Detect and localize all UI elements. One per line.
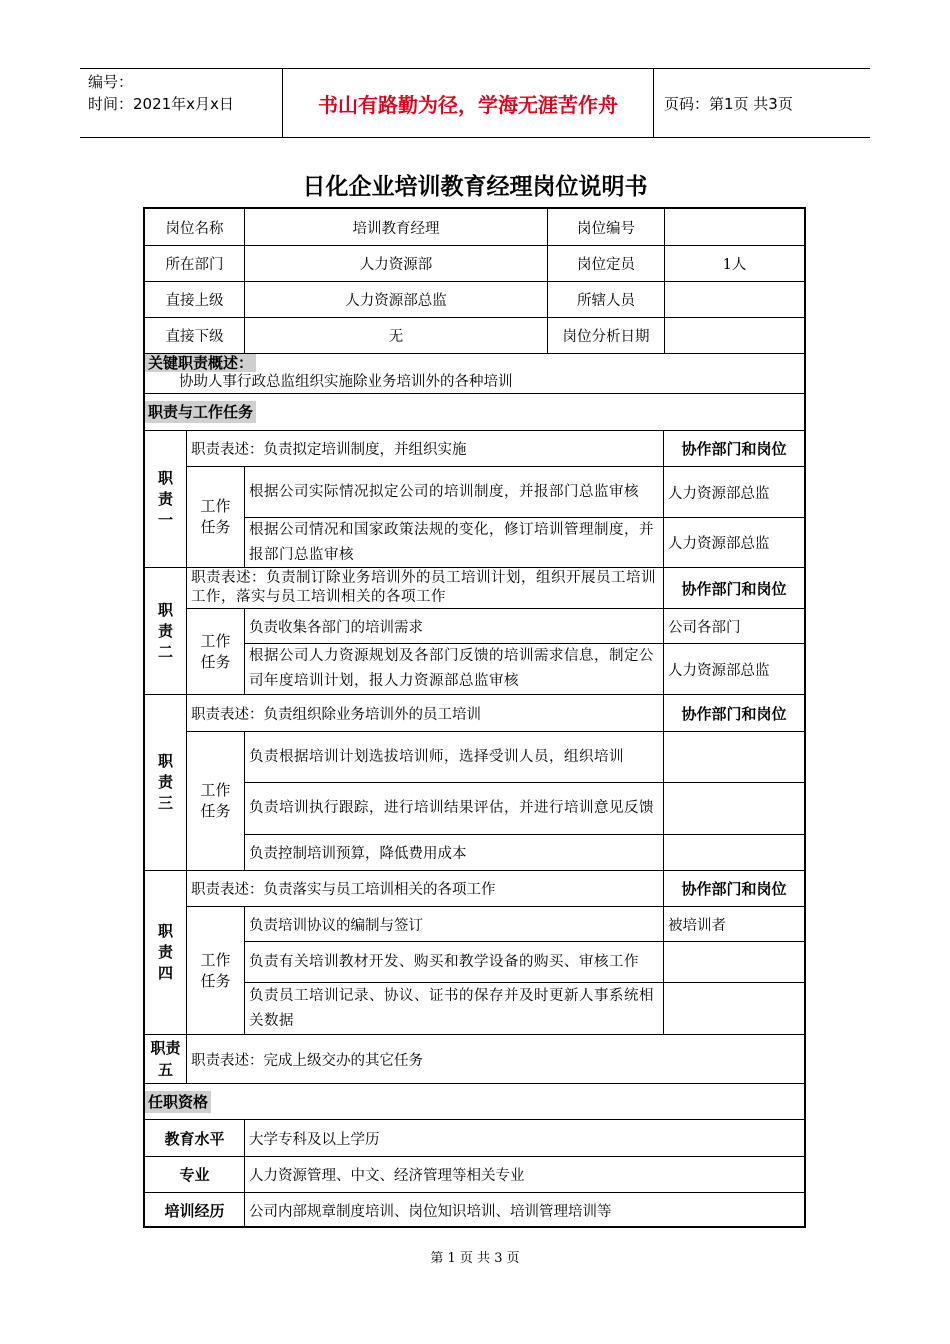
duty-3-task-label <box>187 732 245 871</box>
qualifications-heading-row <box>145 1084 804 1120</box>
dept-label: 所在部门 <box>145 246 245 282</box>
duty-4-collab-header: 协作部门和岗位 <box>664 871 804 907</box>
duty-1-collab-header: 协作部门和岗位 <box>664 431 804 467</box>
job-description-table <box>143 207 806 1228</box>
duty-2-collab-header: 协作部门和岗位 <box>664 568 804 609</box>
subordinate-label: 直接下级 <box>145 318 245 354</box>
duty-4-task-3: 负责员工培训记录、协议、证书的保存并及时更新人事系统相关数据 <box>245 983 664 1035</box>
duty-1-task-1-collab: 人力资源部总监 <box>664 467 804 518</box>
duty-3-label-text: 职责三 <box>157 752 173 812</box>
duty-3-collab-header: 协作部门和岗位 <box>664 695 804 732</box>
duty-5-label-text: 职责五 <box>150 1039 181 1079</box>
header-page-info: 页码：第1页 共3页 <box>664 94 793 113</box>
duty-4-task-3-collab <box>664 983 804 1035</box>
duty-3-label <box>145 695 187 871</box>
duty-1-task-1: 根据公司实际情况拟定公司的培训制度，并报部门总监审核 <box>245 467 664 518</box>
duty-2-task-1-collab: 公司各部门 <box>664 609 804 644</box>
subordinate-value: 无 <box>245 318 548 354</box>
qualifications-heading: 任职资格 <box>145 1091 211 1113</box>
duty-4-task-1: 负责培训协议的编制与签订 <box>245 907 664 942</box>
page-footer: 第 1 页 共 3 页 <box>430 1251 520 1266</box>
code-label: 编号： <box>88 73 134 91</box>
education-value: 大学专科及以上学历 <box>245 1120 804 1157</box>
duty-3-task-3-collab <box>664 835 804 871</box>
duties-heading: 职责与工作任务 <box>145 401 256 423</box>
duty-3-task-1-collab <box>664 732 804 783</box>
duty-4-task-label <box>187 907 245 1035</box>
duty-1-task-2: 根据公司情况和国家政策法规的变化，修订培训管理制度，并报部门总监审核 <box>245 518 664 568</box>
duty-2-label-text: 职责二 <box>157 600 173 661</box>
dept-value: 人力资源部 <box>245 246 548 282</box>
education-label: 教育水平 <box>145 1120 245 1157</box>
duty-5-label <box>145 1035 187 1084</box>
header-motto: 书山有路勤为径，学海无涯苦作舟 <box>282 69 654 137</box>
duty-1-task-label-text: 工作任务 <box>200 497 231 536</box>
duty-2-task-2: 根据公司人力资源规划及各部门反馈的培训需求信息，制定公司年度培训计划，报人力资源部总监审核 <box>245 644 664 695</box>
date-label: 时间：2021年x月x日 <box>88 95 234 113</box>
duty-3-task-1: 负责根据培训计划选拔培训师，选择受训人员，组织培训 <box>245 732 664 783</box>
analysis-date-label: 岗位分析日期 <box>548 318 665 354</box>
duty-4-label <box>145 871 187 1035</box>
document-title: 日化企业培训教育经理岗位说明书 <box>302 174 648 200</box>
duty-1-task-label <box>187 467 245 568</box>
quota-label: 岗位定员 <box>548 246 665 282</box>
duty-4-desc: 职责表述：负责落实与员工培训相关的各项工作 <box>187 871 664 907</box>
duty-4-task-label-text: 工作任务 <box>200 950 231 990</box>
duties-heading-row <box>145 394 804 431</box>
major-label: 专业 <box>145 1157 245 1193</box>
duty-1-desc: 职责表述：负责拟定培训制度，并组织实施 <box>187 431 664 467</box>
staff-label: 所辖人员 <box>548 282 665 318</box>
duty-5-desc: 职责表述：完成上级交办的其它任务 <box>187 1035 804 1084</box>
post-name-label: 岗位名称 <box>145 209 245 246</box>
duty-4-task-2: 负责有关培训教材开发、购买和教学设备的购买、审核工作 <box>245 942 664 983</box>
duty-4-task-2-collab <box>664 942 804 983</box>
duty-3-task-3: 负责控制培训预算，降低费用成本 <box>245 835 664 871</box>
superior-value: 人力资源部总监 <box>245 282 548 318</box>
duty-4-label-text: 职责四 <box>157 922 173 982</box>
duty-2-task-label-text: 工作任务 <box>200 631 231 671</box>
duty-3-desc: 职责表述：负责组织除业务培训外的员工培训 <box>187 695 664 732</box>
duty-2-label <box>145 568 187 695</box>
duty-1-label-text: 职责一 <box>157 468 173 529</box>
superior-label: 直接上级 <box>145 282 245 318</box>
duty-1-task-2-collab: 人力资源部总监 <box>664 518 804 568</box>
page-header <box>80 68 870 138</box>
duty-2-task-2-collab: 人力资源部总监 <box>664 644 804 695</box>
duty-3-task-2-collab <box>664 783 804 835</box>
overview-label: 关键职责概述： <box>145 354 256 372</box>
training-value: 公司内部规章制度培训、岗位知识培训、培训管理培训等 <box>249 1204 612 1220</box>
duty-2-task-1: 负责收集各部门的培训需求 <box>245 609 664 644</box>
duty-2-task-label <box>187 609 245 695</box>
duty-3-task-label-text: 工作任务 <box>200 781 231 820</box>
post-code-value <box>665 209 804 246</box>
duty-3-task-2: 负责培训执行跟踪，进行培训结果评估，并进行培训意见反馈 <box>245 783 664 835</box>
duty-2-desc: 职责表述：负责制订除业务培训外的员工培训计划，组织开展员工培训工作，落实与员工培训相关的各项工作 <box>187 568 664 609</box>
staff-value <box>665 282 804 318</box>
overview-section <box>145 354 804 394</box>
header-meta <box>80 69 290 139</box>
analysis-date-value <box>665 318 804 354</box>
post-code-label: 岗位编号 <box>548 209 665 246</box>
quota-value: 1人 <box>665 246 804 282</box>
duty-4-task-1-collab: 被培训者 <box>664 907 804 942</box>
duty-1-label <box>145 431 187 568</box>
major-value: 人力资源管理、中文、经济管理等相关专业 <box>245 1157 804 1193</box>
overview-text: 协助人事行政总监组织实施除业务培训外的各种培训 <box>179 374 513 390</box>
training-label: 培训经历 <box>145 1193 245 1228</box>
post-name-value: 培训教育经理 <box>245 209 548 246</box>
